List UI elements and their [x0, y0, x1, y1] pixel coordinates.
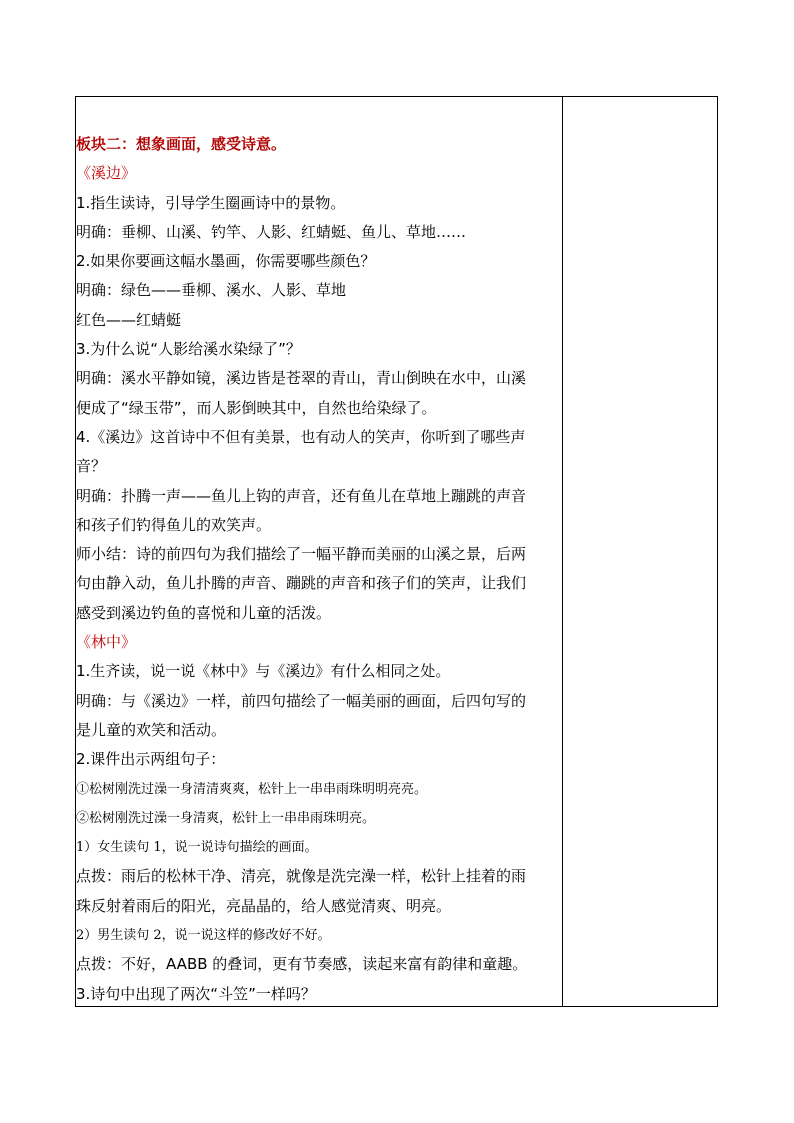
- poem1-line: 明确：扑腾一声——鱼儿上钩的声音，还有鱼儿在草地上蹦跳的声音: [76, 486, 527, 505]
- poem1-line: 1.指生读诗，引导学生圈画诗中的景物。: [76, 193, 346, 212]
- poem1-line: 4.《溪边》这首诗中不但有美景，也有动人的笑声，你听到了哪些声: [76, 427, 526, 446]
- poem2-line: 是儿童的欢笑和活动。: [76, 720, 227, 739]
- poem2-line: 1.生齐读，说一说《林中》与《溪边》有什么相同之处。: [76, 662, 451, 681]
- poem1-line: 感受到溪边钓鱼的喜悦和儿童的活泼。: [76, 603, 332, 622]
- reading-task-one: 1）女生读句 1，说一说诗句描绘的画面。: [76, 840, 318, 856]
- content-cell: [76, 130, 560, 1009]
- poem1-line: 师小结：诗的前四句为我们描绘了一幅平静而美丽的山溪之景，后两: [76, 545, 527, 564]
- poem1-line: 音？: [76, 457, 107, 476]
- lesson-plan-table: [75, 96, 718, 1007]
- poem2-line: 2.课件出示两组句子：: [76, 750, 226, 769]
- point-line: 点拨：雨后的松林干净、清亮，就像是洗完澡一样，松针上挂着的雨: [76, 867, 527, 886]
- poem2-line: 明确：与《溪边》一样，前四句描绘了一幅美丽的画面，后四句写的: [76, 691, 527, 710]
- poem1-line: 和孩子们钓得鱼儿的欢笑声。: [76, 515, 272, 534]
- poem2-title: 《林中》: [76, 633, 137, 652]
- poem1-line: 红色——红蜻蜓: [76, 310, 182, 329]
- poem1-line: 明确：绿色——垂柳、溪水、人影、草地: [76, 281, 347, 300]
- reading-task-two: 2）男生读句 2，说一说这样的修改好不好。: [76, 928, 331, 944]
- poem1-line: 便成了“绿玉带”，而人影倒映其中，自然也给染绿了。: [76, 398, 437, 417]
- point-line: 点拨：不好，AABB 的叠词，更有节奏感，读起来富有韵律和童趣。: [76, 955, 528, 974]
- point-line: 珠反射着雨后的阳光，亮晶晶的，给人感觉清爽、明亮。: [76, 896, 452, 915]
- section-title: 板块二：想象画面，感受诗意。: [76, 135, 287, 153]
- poem1-line: 3.为什么说“人影给溪水染绿了”？: [76, 340, 301, 359]
- sentence-two: ②松树刚洗过澡一身清爽，松针上一串串雨珠明亮。: [76, 810, 376, 826]
- poem1-title: 《溪边》: [76, 164, 137, 183]
- poem1-line: 句由静入动，鱼儿扑腾的声音、蹦跳的声音和孩子们的笑声，让我们: [76, 574, 527, 593]
- poem1-line: 明确：溪水平静如镜，溪边皆是苍翠的青山，青山倒映在水中，山溪: [76, 369, 527, 388]
- poem1-line: 明确：垂柳、山溪、钓竿、人影、红蜻蜓、鱼儿、草地……: [76, 222, 467, 241]
- poem1-line: 2.如果你要画这幅水墨画，你需要哪些颜色？: [76, 252, 376, 271]
- question-three: 3.诗句中出现了两次“斗笠”一样吗？: [76, 984, 316, 1003]
- sentence-one: ①松树刚洗过澡一身清清爽爽，松针上一串串雨珠明明亮亮。: [76, 781, 428, 797]
- column-divider: [562, 97, 563, 1006]
